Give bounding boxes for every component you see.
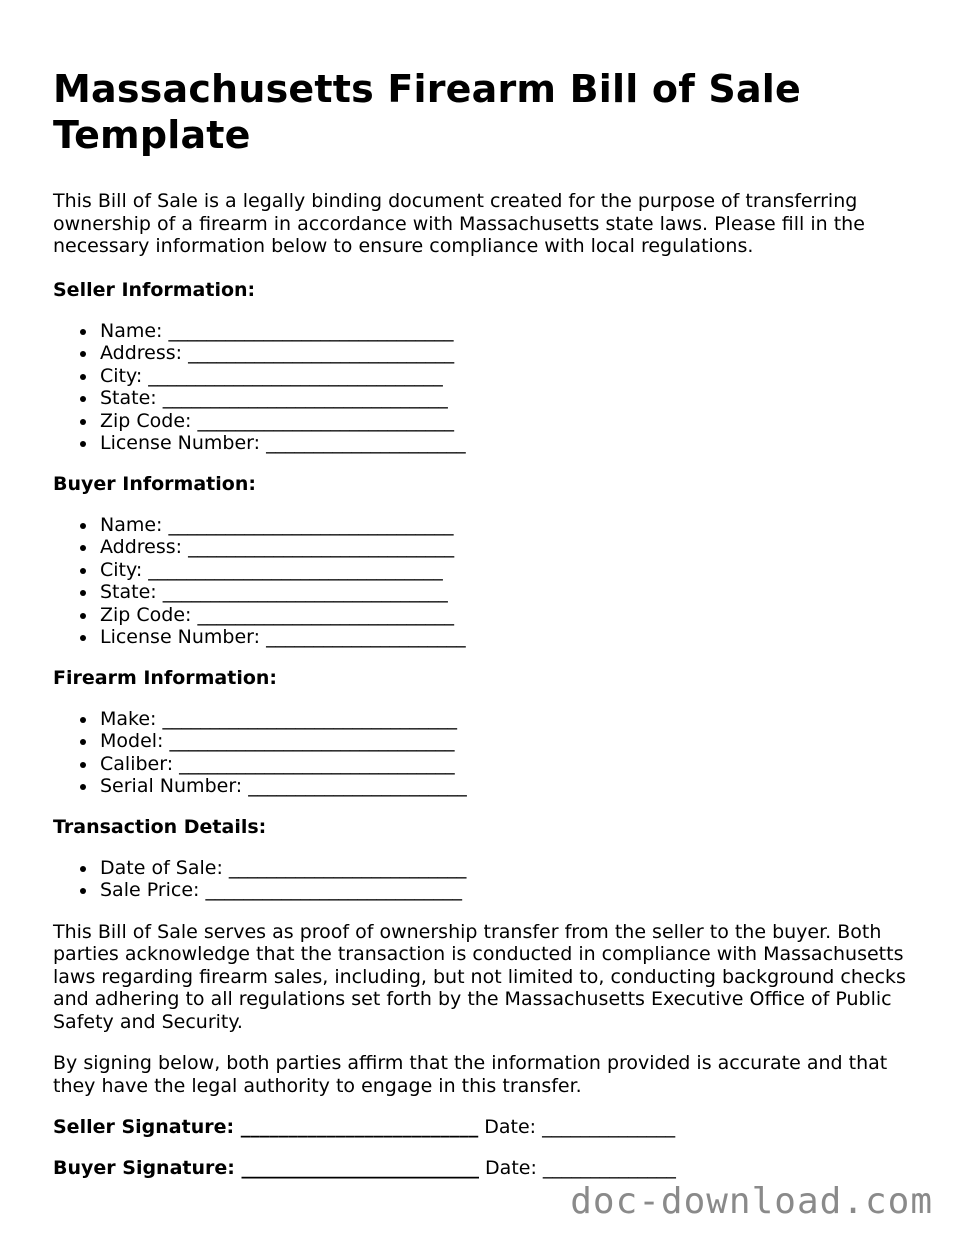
firearm-make-field[interactable]: Make: _______________________________: [100, 708, 913, 731]
seller-fields: [53, 320, 913, 455]
affirmation-paragraph: By signing below, both parties affirm that the information provided is accurate and that they have the legal authority to engage in this transfer.: [53, 1052, 888, 1097]
buyer-heading: Buyer Information:: [53, 472, 256, 495]
seller-license-field[interactable]: License Number: _____________________: [100, 432, 913, 455]
firearm-model-field[interactable]: Model: ______________________________: [100, 730, 913, 753]
firearm-caliber-field[interactable]: Caliber: _____________________________: [100, 753, 913, 776]
seller-date-field[interactable]: Date: ______________: [478, 1116, 676, 1138]
firearm-serial-field[interactable]: Serial Number: _______________________: [100, 775, 913, 798]
watermark: doc-download.com: [570, 1181, 933, 1222]
buyer-zip-field[interactable]: Zip Code: ___________________________: [100, 604, 913, 627]
seller-state-field[interactable]: State: ______________________________: [100, 387, 913, 410]
intro-paragraph: This Bill of Sale is a legally binding document created for the purpose of transferring ownership of a firearm in accordance with Massachusetts state laws. Please fill in the necessary information below to ensure compliance with local regulations.: [53, 190, 865, 257]
buyer-signature-label: Buyer Signature: _________________________: [53, 1157, 479, 1179]
seller-signature-line[interactable]: [53, 1116, 913, 1138]
transaction-heading: Transaction Details:: [53, 815, 267, 838]
seller-zip-field[interactable]: Zip Code: ___________________________: [100, 410, 913, 433]
closing-paragraph: This Bill of Sale serves as proof of ownership transfer from the seller to the buyer. Both parties acknowledge that the transaction is conducted in compliance with Massachusetts laws regarding firearm sales, including, but not limited to, conducting background checks and adhering to all regulations set forth by the Massachusetts Executive Office of Public Safety and Security.: [53, 920, 906, 1033]
buyer-address-field[interactable]: Address: ____________________________: [100, 536, 913, 559]
firearm-fields: [53, 708, 913, 798]
firearm-heading: Firearm Information:: [53, 666, 278, 689]
seller-signature-label: Seller Signature: _________________________: [53, 1116, 479, 1138]
buyer-signature-line[interactable]: [53, 1157, 913, 1179]
buyer-state-field[interactable]: State: ______________________________: [100, 581, 913, 604]
seller-address-field[interactable]: Address: ____________________________: [100, 342, 913, 365]
buyer-fields: [53, 514, 913, 649]
seller-heading: Seller Information:: [53, 278, 256, 301]
buyer-license-field[interactable]: License Number: _____________________: [100, 626, 913, 649]
seller-name-field[interactable]: Name: ______________________________: [100, 320, 913, 343]
buyer-city-field[interactable]: City: _______________________________: [100, 559, 913, 582]
document-page: [53, 66, 913, 1179]
transaction-fields: [53, 857, 913, 902]
document-title: Massachusetts Firearm Bill of Sale Template: [53, 67, 801, 157]
buyer-name-field[interactable]: Name: ______________________________: [100, 514, 913, 537]
sale-date-field[interactable]: Date of Sale: _________________________: [100, 857, 913, 880]
seller-city-field[interactable]: City: _______________________________: [100, 365, 913, 388]
sale-price-field[interactable]: Sale Price: ___________________________: [100, 879, 913, 902]
buyer-date-field[interactable]: Date: ______________: [479, 1157, 676, 1179]
